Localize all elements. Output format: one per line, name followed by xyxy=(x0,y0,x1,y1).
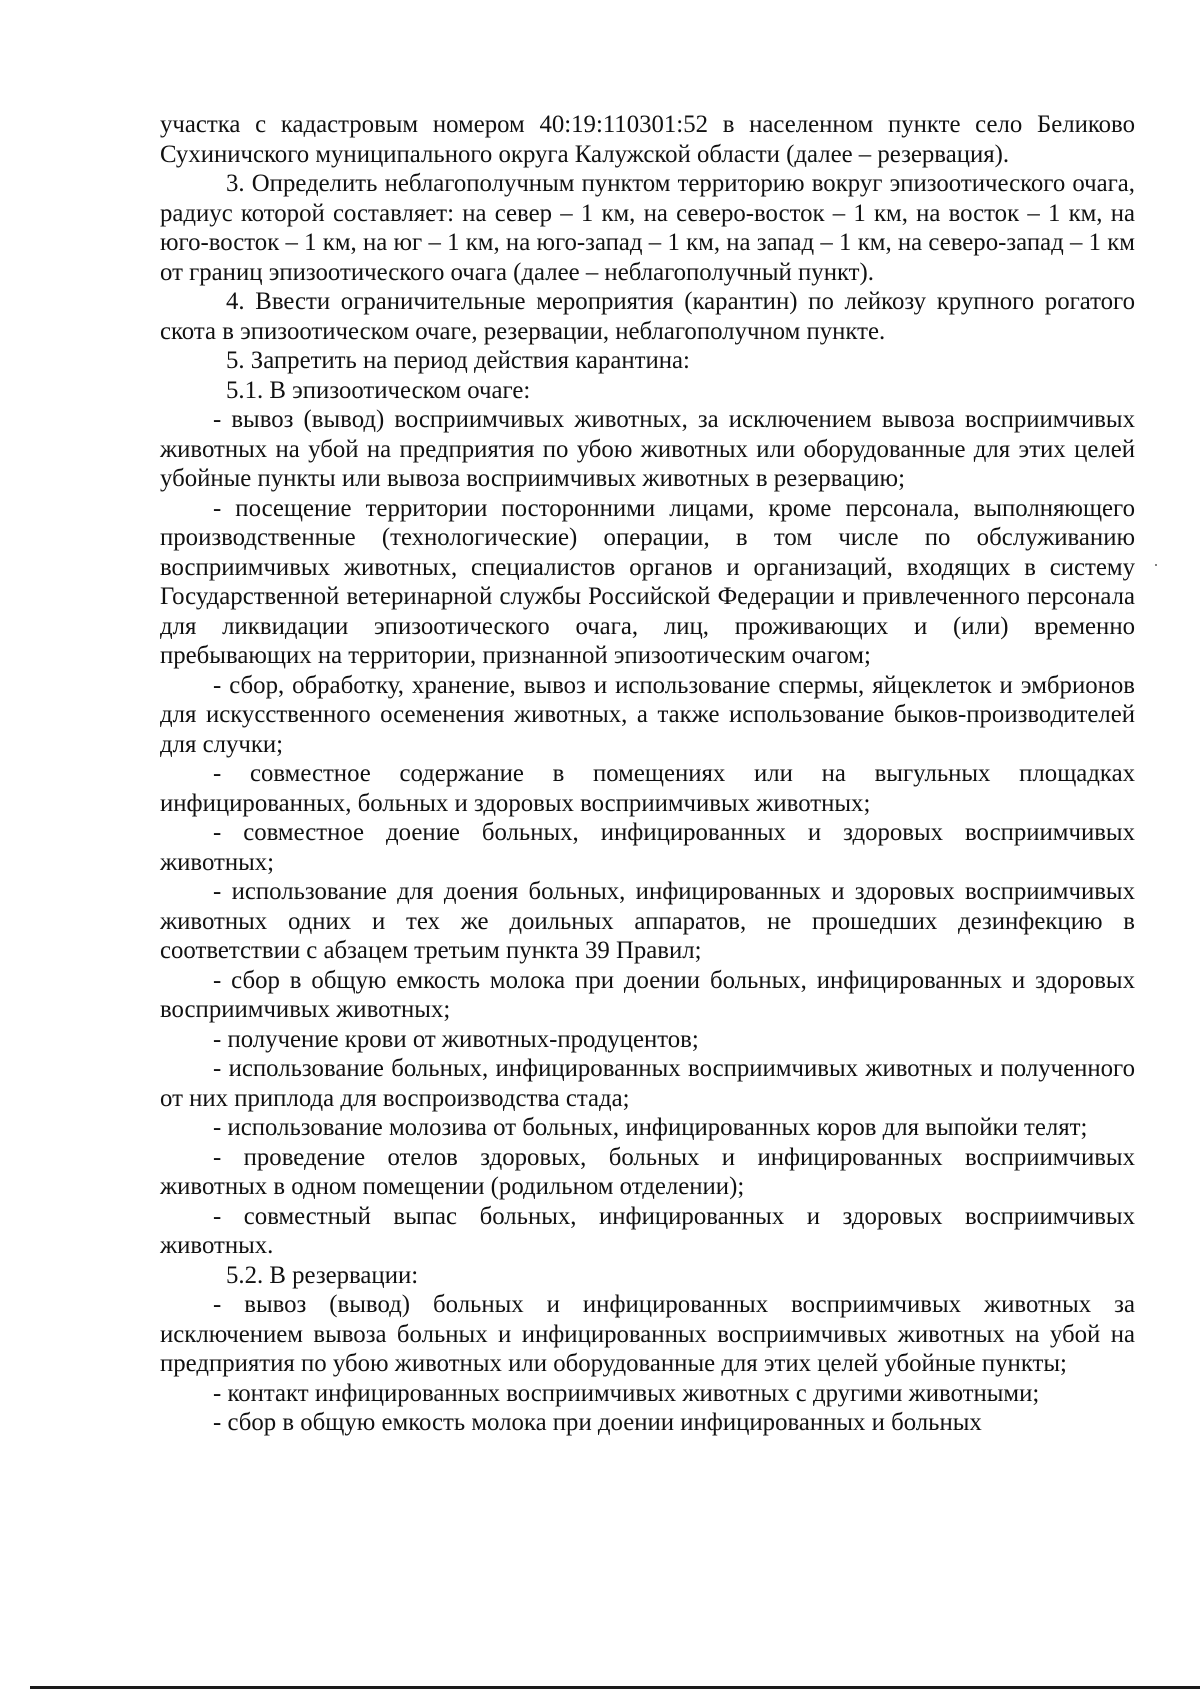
page-bottom-edge xyxy=(30,1686,1200,1689)
list-item-semen: - сбор, обработку, хранение, вывоз и использование спермы, яйцеклеток и эмбрионов для искусственного осеменения животных, а также использование быков-производителей для случки; xyxy=(160,671,1135,758)
list-item-joint-milking: - совместное доение больных, инфицированных и здоровых восприимчивых животных; xyxy=(160,819,1135,876)
scan-speck xyxy=(1155,564,1157,566)
list-item-visits: - посещение территории посторонними лицами, кроме персонала, выполняющего производственные (технологические) операции, в том числе по обслуживанию восприимчивых животных, специалистов органов и организаций, входящих в систему Государственной ветеринарной службы Российской Федерации и привлеченного персонала для ликвидации эпизоотического очага, лиц, проживающих и (или) временно пребывающих на территории, признанной эпизоотическим очагом; xyxy=(160,494,1135,669)
list-item-export-animals: - вывоз (вывод) восприимчивых животных, за исключением вывоза восприимчивых животных на убой на предприятия по убою животных или оборудованные для этих целей убойные пункты или вывоза восприимчивых животных в резервацию; xyxy=(160,406,1135,492)
list-item-joint-keeping: - совместное содержание в помещениях или на выгульных площадках инфицированных, больных и здоровых восприимчивых животных; xyxy=(160,760,1135,817)
clause-5-prohibitions: 5. Запретить на период действия карантина: xyxy=(226,347,690,374)
list-item-calving: - проведение отелов здоровых, больных и инфицированных восприимчивых животных в одном помещении (родильном отделении); xyxy=(160,1143,1135,1200)
list-item-colostrum: - использование молозива от больных, инфицированных коров для выпойки телят; xyxy=(213,1114,1088,1141)
clause-3-unfavorable-point: 3. Определить неблагополучным пунктом территорию вокруг эпизоотического очага, радиус которой составляет: на север – 1 км, на северо-восток – 1 км, на восток – 1 км, на юго-восток – 1 км, на юг – 1 км, на юго-запад – 1 км, на запад – 1 км, на северо-запад – 1 км от границ эпизоотического очага (далее – неблагополучный пункт). xyxy=(160,170,1135,286)
clause-4-quarantine: 4. Ввести ограничительные мероприятия (карантин) по лейкозу крупного рогатого скота в эпизоотическом очаге, резервации, неблагополучном пункте. xyxy=(160,288,1135,345)
list-item-grazing: - совместный выпас больных, инфицированных и здоровых восприимчивых животных. xyxy=(160,1202,1135,1259)
list-item-reproduction: - использование больных, инфицированных восприимчивых животных и полученного от них приплода для воспроизводства стада; xyxy=(160,1055,1135,1112)
paragraph-reservation-continuation: участка с кадастровым номером 40:19:110301:52 в населенном пункте село Беликово Сухиничского муниципального округа Калужской области (далее – резервация). xyxy=(160,111,1135,168)
list-item-reservation-export: - вывоз (вывод) больных и инфицированных восприимчивых животных за исключением вывоза больных и инфицированных восприимчивых животных на убой на предприятия по убою животных или оборудованные для этих целей убойные пункты; xyxy=(160,1291,1135,1377)
list-item-milk-collection: - сбор в общую емкость молока при доении больных, инфицированных и здоровых восприимчивых животных; xyxy=(160,966,1135,1023)
list-item-blood: - получение крови от животных-продуцентов; xyxy=(213,1025,699,1053)
clause-5-1-heading: 5.1. В эпизоотическом очаге: xyxy=(226,376,531,404)
list-item-reservation-milk: - сбор в общую емкость молока при доении инфицированных и больных xyxy=(213,1409,982,1436)
list-item-reservation-contact: - контакт инфицированных восприимчивых животных с другими животными; xyxy=(213,1379,1040,1407)
clause-5-2-heading: 5.2. В резервации: xyxy=(226,1261,419,1289)
list-item-milking-machines: - использование для доения больных, инфицированных и здоровых восприимчивых животных одних и тех же доильных аппаратов, не прошедших дезинфекцию в соответствии с абзацем третьим пункта 39 Правил; xyxy=(160,878,1135,964)
document-page xyxy=(160,110,1135,1438)
